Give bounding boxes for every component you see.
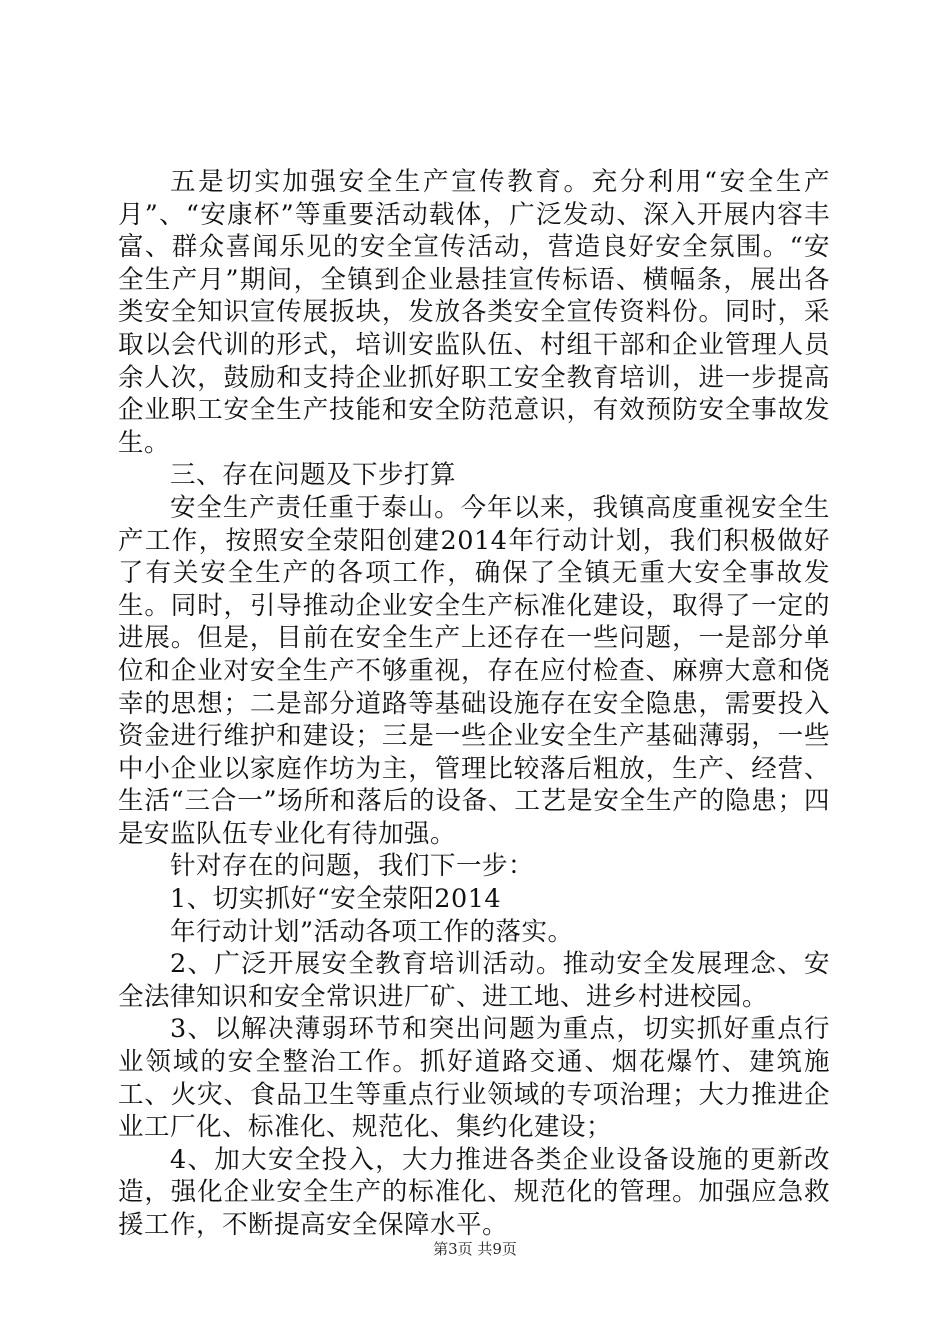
page-number-footer: 第3页 共9页	[433, 1240, 517, 1258]
paragraph-publicity-education: 五是切实加强安全生产宣传教育。充分利用“安全生产月”、“安康杯”等重要活动载体，广泛发动、深入开展内容丰富、群众喜闻乐见的安全宣传活动，营造良好安全氛围。“安全生产月”期间，全镇到企业悬挂宣传标语、横幅条，展出各类安全知识宣传展扳块，发放各类安全宣传资料份。同时，采取以会代训的形式，培训安监队伍、村组干部和企业管理人员余人次，鼓励和支持企业抓好职工安全教育培训，进一步提高企业职工安全生产技能和安全防范意识，有效预防安全事故发生。	[118, 167, 830, 458]
list-item-4: 4、加大安全投入，大力推进各类企业设备设施的更新改造，强化企业安全生产的标准化、规范化的管理。加强应急救援工作，不断提高安全保障水平。	[118, 1144, 830, 1240]
list-item-1-part-2: 年行动计划”活动各项工作的落实。	[170, 916, 574, 947]
list-item-3: 3、以解决薄弱环节和突出问题为重点，切实抓好重点行业领域的安全整治工作。抓好道路交通、烟花爆竹、建筑施工、火灾、食品卫生等重点行业领域的专项治理；大力推进企业工厂化、标准化、规范化、集约化建设；	[118, 1014, 830, 1143]
document-body	[118, 166, 830, 1242]
list-item-1-part-1: 1、切实抓好“安全荥阳2014	[170, 884, 502, 915]
list-item-2: 2、广泛开展安全教育培训活动。推动安全发展理念、安全法律知识和安全常识进厂矿、进工地、进乡村进校园。	[118, 949, 830, 1012]
section-heading-problems-and-plans: 三、存在问题及下步打算	[170, 460, 457, 491]
paragraph-existing-problems: 安全生产责任重于泰山。今年以来，我镇高度重视安全生产工作，按照安全荥阳创建2014年行动计划，我们积极做好了有关安全生产的各项工作，确保了全镇无重大安全事故发生。同时，引导推动企业安全生产标准化建设，取得了一定的进展。但是，目前在安全生产上还存在一些问题，一是部分单位和企业对安全生产不够重视，存在应付检查、麻痹大意和侥幸的思想；二是部分道路等基础设施存在安全隐患，需要投入资金进行维护和建设；三是一些企业安全生产基础薄弱，一些中小企业以家庭作坊为主，管理比较落后粗放，生产、经营、生活“三合一”场所和落后的设备、工艺是安全生产的隐患；四是安监队伍专业化有待加强。	[118, 492, 830, 849]
paragraph-next-steps-intro: 针对存在的问题，我们下一步：	[170, 851, 535, 882]
